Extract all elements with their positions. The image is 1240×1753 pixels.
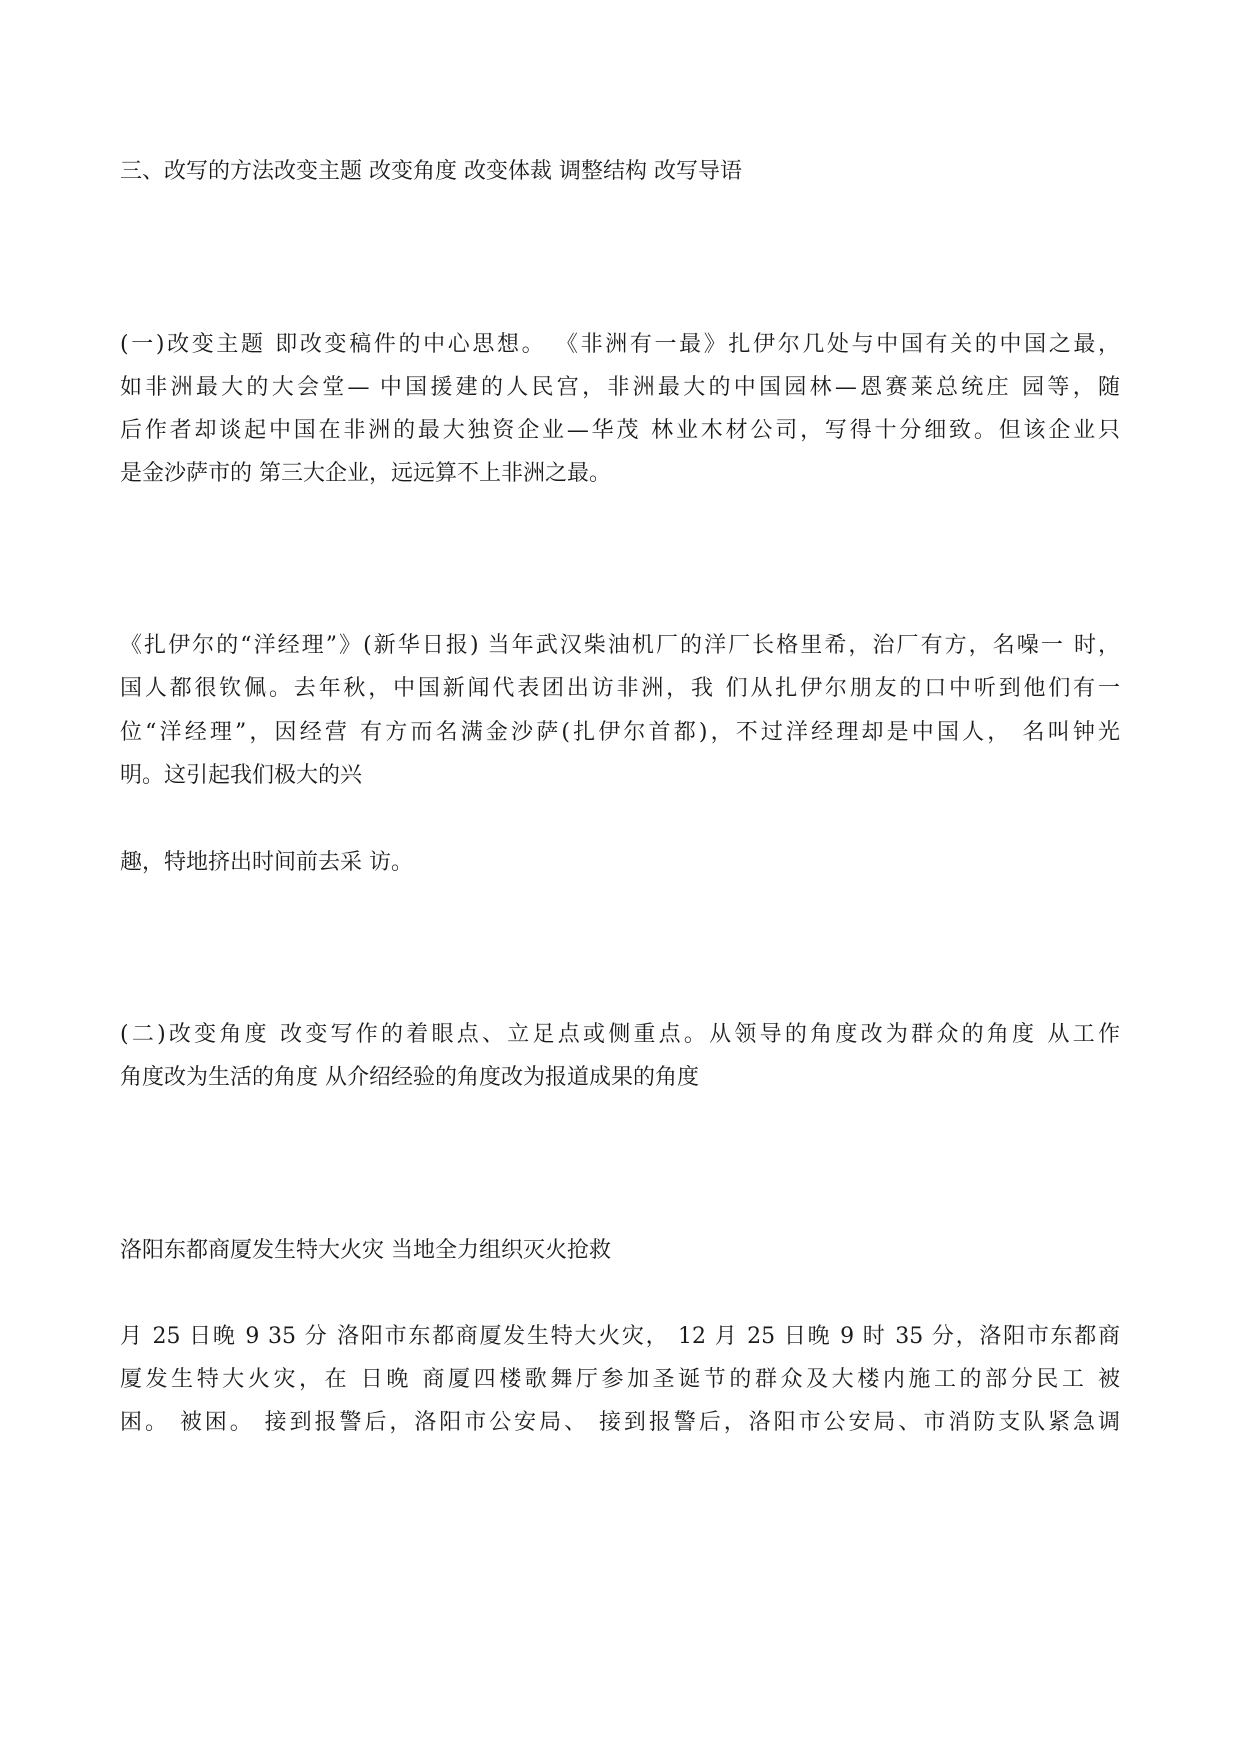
paragraph-line: (二)改变角度 改变写作的着眼点、立足点或侧重点。从领导的角度改为群众的角度 从工作 bbox=[120, 1022, 1120, 1047]
paragraph-line: 月 25 日晚 9 35 分 洛阳市东都商厦发生特大火灾， 12 月 25 日晚 9 时 35 分，洛阳市东都商 bbox=[120, 1324, 1120, 1349]
paragraph-line: 厦发生特大火灾，在 日晚 商厦四楼歌舞厅参加圣诞节的群众及大楼内施工的部分民工 被 bbox=[120, 1367, 1120, 1392]
paragraph-line: 是金沙萨市的 第三大企业，远远算不上非洲之最。 bbox=[120, 461, 611, 486]
paragraph-line: 国人都很钦佩。去年秋，中国新闻代表团出访非洲，我 们从扎伊尔朋友的口中听到他们有一 bbox=[120, 676, 1120, 701]
news-title: 洛阳东都商厦发生特大火灾 当地全力组织灭火抢救 bbox=[120, 1238, 611, 1263]
paragraph-line: 《扎伊尔的“洋经理”》(新华日报) 当年武汉柴油机厂的洋厂长格里希，治厂有方，名噪一 时， bbox=[120, 633, 1120, 658]
paragraph-line: 如非洲最大的大会堂— 中国援建的人民宫，非洲最大的中国园林—恩赛莱总统庄 园等，随 bbox=[120, 375, 1120, 400]
paragraph-line: 困。 被困。 接到报警后，洛阳市公安局、 接到报警后，洛阳市公安局、市消防支队紧急调 bbox=[120, 1410, 1120, 1435]
section-heading: 三、改写的方法改变主题 改变角度 改变体裁 调整结构 改写导语 bbox=[120, 159, 742, 184]
paragraph-continuation: 趣，特地挤出时间前去采 访。 bbox=[120, 850, 413, 875]
paragraph-line: (一)改变主题 即改变稿件的中心思想。 《非洲有一最》扎伊尔几处与中国有关的中国之最， bbox=[120, 332, 1120, 357]
paragraph-line: 明。这引起我们极大的兴 bbox=[120, 763, 363, 788]
paragraph-line: 位“洋经理”，因经营 有方而名满金沙萨(扎伊尔首都)，不过洋经理却是中国人， 名叫钟光 bbox=[120, 720, 1120, 745]
paragraph-line: 角度改为生活的角度 从介绍经验的角度改为报道成果的角度 bbox=[120, 1065, 699, 1090]
paragraph-line: 后作者却谈起中国在非洲的最大独资企业—华茂 林业木材公司，写得十分细致。但该企业只 bbox=[120, 418, 1120, 443]
